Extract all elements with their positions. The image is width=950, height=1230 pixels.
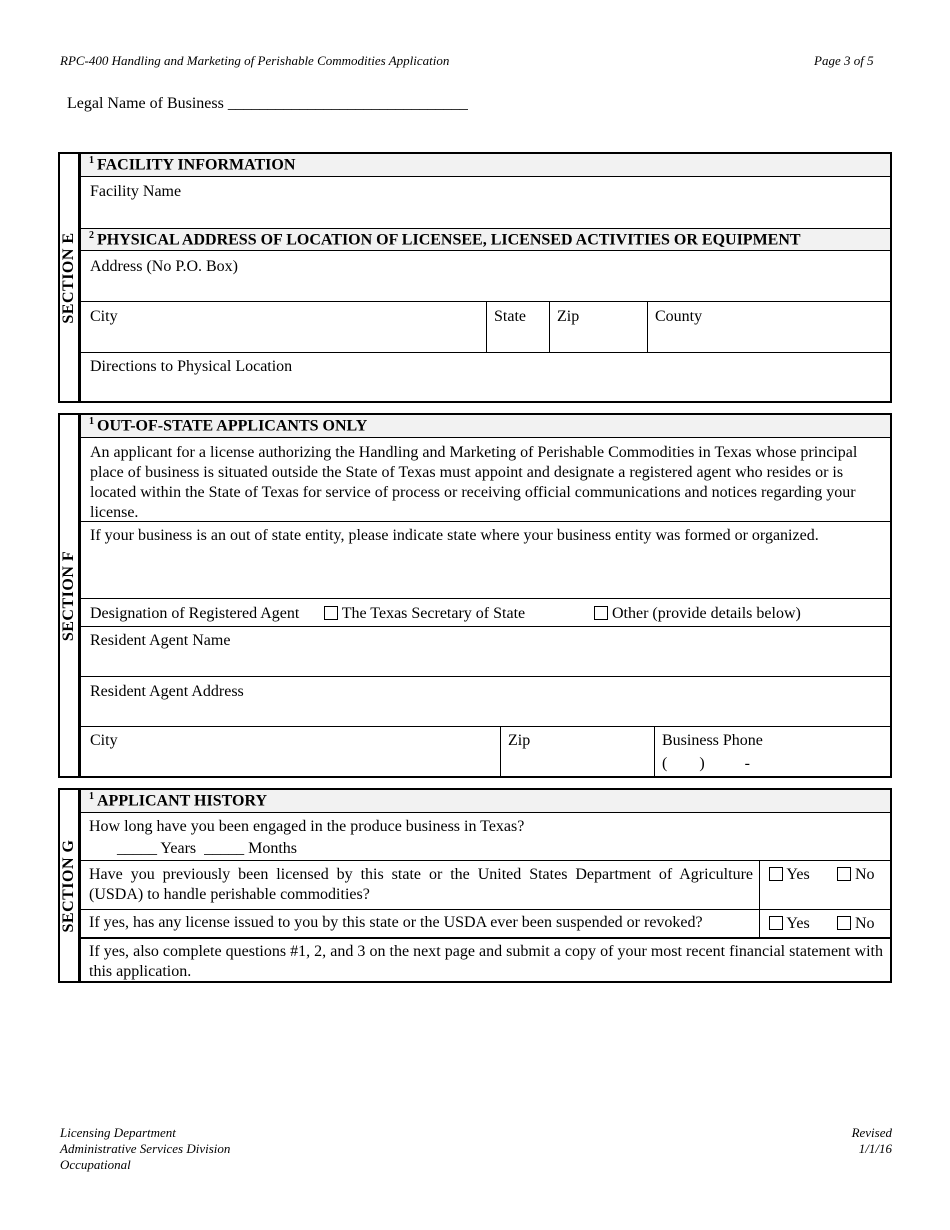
section-e-title: SECTION E — [60, 231, 77, 324]
checkbox[interactable] — [769, 867, 783, 881]
resident-agent-name-field[interactable]: Resident Agent Name — [90, 632, 231, 649]
q2-no-option[interactable]: No — [837, 866, 875, 884]
business-phone-label: Business Phone — [662, 732, 763, 749]
section-g-box — [80, 788, 892, 983]
q2-previously-licensed: Have you previously been licensed by this state or the United States Department of Agriculture (USDA) to handle perishable commodities? — [89, 866, 753, 903]
registered-agent-notice: An applicant for a license authorizing the Handling and Marketing of Perishable Commodities in Texas whose principal place of business is situated outside the State of Texas must appoint and designate a registered agent who resides or is located within the State of Texas for service of process or receiving official communications and notices regarding your license. — [90, 444, 858, 521]
legal-name-label: Legal Name of Business — [67, 95, 224, 112]
q1-years-months-field[interactable]: _____ Years _____ Months — [117, 840, 298, 857]
section-f-title: SECTION F — [60, 550, 77, 641]
agent-zip-field[interactable]: Zip — [508, 732, 531, 749]
facility-info-heading: $^1$ FACILITY INFORMATION — [81, 154, 890, 176]
address-field[interactable]: Address (No P.O. Box) — [90, 258, 238, 275]
state-field[interactable]: State — [494, 308, 526, 325]
q3-yes-option[interactable]: Yes — [769, 915, 810, 933]
out-of-state-heading: $^1$ OUT-OF-STATE APPLICANTS ONLY — [81, 415, 890, 437]
q3-no-option[interactable]: No — [837, 915, 875, 933]
agent-city-field[interactable]: City — [90, 732, 118, 749]
q3-suspended-revoked: If yes, has any license issued to you by this state or the USDA ever been suspended or revoked? — [89, 914, 703, 931]
zip-field[interactable]: Zip — [557, 308, 580, 325]
revised-label: Revised — [851, 1125, 892, 1140]
county-field[interactable]: County — [655, 308, 703, 325]
designation-label: Designation of Registered Agent — [90, 605, 300, 622]
city-field[interactable]: City — [90, 308, 118, 325]
section-e-box — [80, 152, 892, 403]
section-g-bar — [58, 788, 80, 983]
resident-agent-address-field[interactable]: Resident Agent Address — [90, 683, 244, 700]
option-secretary-of-state[interactable]: The Texas Secretary of State — [324, 605, 525, 623]
footer-type: Occupational — [60, 1157, 131, 1172]
section-e-bar — [58, 152, 80, 403]
checkbox[interactable] — [837, 916, 851, 930]
facility-name-field[interactable]: Facility Name — [90, 183, 182, 200]
applicant-history-heading: $^1$ APPLICANT HISTORY — [81, 790, 890, 812]
physical-address-heading: $^2$ PHYSICAL ADDRESS OF LOCATION OF LICENSEE, LICENSED ACTIVITIES OR EQUIPMENT — [81, 229, 890, 250]
section-g-title: SECTION G — [60, 839, 77, 932]
legal-name-row[interactable] — [67, 95, 468, 113]
page-number: Page 3 of 5 — [814, 53, 874, 68]
section-f-box — [80, 413, 892, 778]
entity-state-question[interactable]: If your business is an out of state entity, please indicate state where your business entity was formed or organized. — [90, 527, 819, 544]
q1-produce-experience: How long have you been engaged in the produce business in Texas? — [89, 818, 525, 835]
business-phone-field[interactable]: ( ) - — [662, 755, 750, 772]
legal-name-line: ______________________________ — [227, 95, 468, 112]
checkbox[interactable] — [594, 606, 608, 620]
directions-field[interactable]: Directions to Physical Location — [90, 358, 293, 375]
checkbox[interactable] — [837, 867, 851, 881]
form-title: RPC-400 Handling and Marketing of Perishable Commodities Application — [60, 53, 450, 68]
footer-left — [60, 1125, 230, 1173]
revised-date: 1/1/16 — [858, 1141, 892, 1156]
footer-dept: Licensing Department — [60, 1125, 176, 1140]
designation-row — [90, 605, 299, 623]
checkbox[interactable] — [324, 606, 338, 620]
checkbox[interactable] — [769, 916, 783, 930]
financial-statement-note: If yes, also complete questions #1, 2, and 3 on the next page and submit a copy of your most recent financial statement with this application. — [89, 943, 883, 980]
option-other[interactable]: Other (provide details below) — [594, 605, 801, 623]
section-f-bar — [58, 413, 80, 778]
footer-division: Administrative Services Division — [60, 1141, 231, 1156]
footer-right — [846, 1125, 892, 1157]
q2-yes-option[interactable]: Yes — [769, 866, 810, 884]
